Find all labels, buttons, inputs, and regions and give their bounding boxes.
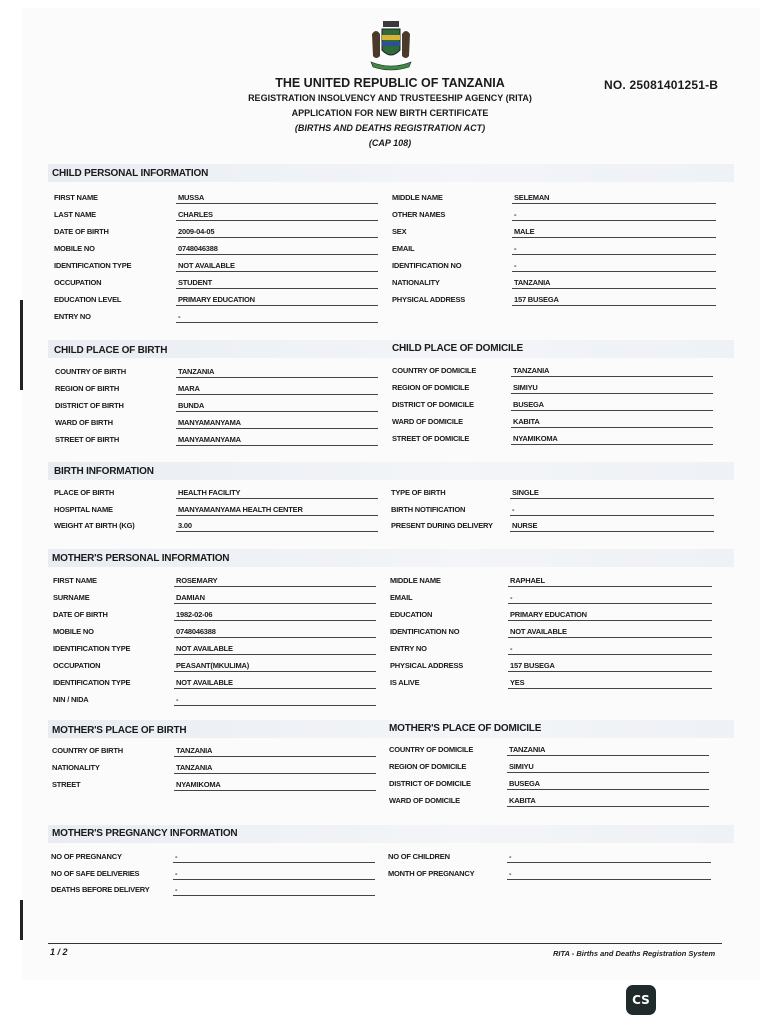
- field-label: DATE OF BIRTH: [53, 610, 108, 619]
- field-underline: [507, 772, 709, 773]
- field-value: -: [509, 852, 512, 861]
- footer-system-note: RITA - Births and Deaths Registration System: [553, 949, 716, 958]
- field-underline: [507, 862, 711, 863]
- field-label: BIRTH NOTIFICATION: [391, 504, 466, 514]
- field-underline: [176, 220, 378, 221]
- field-label: PHYSICAL ADDRESS: [392, 295, 466, 304]
- field-value: -: [510, 593, 513, 602]
- field-label: COUNTRY OF DOMICILE: [389, 745, 474, 754]
- field-underline: [511, 376, 713, 377]
- field-underline: [176, 305, 378, 306]
- field-value: NOT AVAILABLE: [176, 678, 233, 687]
- field-underline: [508, 637, 712, 638]
- field-value: 0748046388: [178, 244, 218, 253]
- field-value: TANZANIA: [176, 746, 213, 755]
- field-label: COUNTRY OF BIRTH: [52, 746, 123, 755]
- field-label: MONTH OF PREGNANCY: [388, 868, 475, 878]
- field-label: PLACE OF BIRTH: [54, 488, 115, 497]
- section-title-pregnancy: MOTHER'S PREGNANCY INFORMATION: [52, 828, 238, 839]
- field-underline: [176, 271, 378, 272]
- field-label: REGION OF DOMICILE: [392, 383, 470, 392]
- field-value: DAMIAN: [176, 593, 205, 602]
- act-title: (BIRTHS AND DEATHS REGISTRATION ACT): [294, 123, 486, 133]
- field-underline: [174, 773, 376, 774]
- field-underline: [174, 756, 376, 757]
- field-label: DISTRICT OF BIRTH: [55, 401, 124, 410]
- field-label: EMAIL: [390, 593, 413, 602]
- field-label: NO OF SAFE DELIVERIES: [51, 868, 140, 878]
- field-underline: [510, 498, 714, 499]
- field-value: PRIMARY EDUCATION: [510, 610, 587, 619]
- field-underline: [176, 531, 378, 532]
- field-value: -: [512, 504, 515, 514]
- field-label: OCCUPATION: [54, 278, 102, 287]
- field-value: -: [514, 244, 517, 253]
- field-underline: [173, 879, 375, 880]
- field-label: FIRST NAME: [54, 193, 98, 202]
- field-value: -: [510, 644, 513, 653]
- section-title-child-domicile: CHILD PLACE OF DOMICILE: [392, 343, 523, 354]
- field-underline: [174, 586, 376, 587]
- field-underline: [512, 271, 716, 272]
- field-label: REGION OF DOMICILE: [389, 762, 467, 771]
- field-label: WARD OF DOMICILE: [392, 417, 463, 426]
- field-underline: [512, 237, 716, 238]
- field-underline: [512, 305, 716, 306]
- field-underline: [508, 654, 712, 655]
- camscanner-badge: CS: [626, 985, 656, 1015]
- field-underline: [508, 688, 712, 689]
- field-value: NOT AVAILABLE: [176, 644, 233, 653]
- field-underline: [511, 427, 713, 428]
- section-title-child-personal: CHILD PERSONAL INFORMATION: [52, 168, 209, 179]
- field-value: TANZANIA: [509, 745, 546, 754]
- field-underline: [174, 654, 376, 655]
- field-underline: [173, 862, 375, 863]
- field-value: NURSE: [512, 521, 538, 530]
- field-value: -: [175, 868, 178, 878]
- field-underline: [507, 755, 709, 756]
- field-underline: [508, 586, 712, 587]
- field-label: WEIGHT AT BIRTH (KG): [54, 521, 135, 530]
- field-underline: [176, 445, 378, 446]
- field-value: NOT AVAILABLE: [178, 261, 235, 270]
- field-label: IDENTIFICATION TYPE: [53, 678, 131, 687]
- field-label: PRESENT DURING DELIVERY: [391, 521, 493, 530]
- field-value: SIMIYU: [513, 383, 538, 392]
- page-number: 1 / 2: [50, 947, 68, 957]
- field-value: SIMIYU: [509, 762, 534, 771]
- field-value: MALE: [514, 227, 535, 236]
- field-label: COUNTRY OF BIRTH: [55, 367, 126, 376]
- field-underline: [512, 288, 716, 289]
- field-value: 3.00: [178, 521, 192, 530]
- field-label: ENTRY NO: [54, 312, 91, 321]
- field-underline: [507, 806, 709, 807]
- field-value: NYAMIKOMA: [513, 434, 558, 443]
- field-value: SINGLE: [512, 488, 539, 497]
- field-value: TANZANIA: [176, 763, 213, 772]
- field-value: 157 BUSEGA: [510, 661, 555, 670]
- field-underline: [174, 637, 376, 638]
- coat-of-arms-emblem: [368, 20, 414, 72]
- field-label: IDENTIFICATION NO: [390, 627, 460, 636]
- field-label: TYPE OF BIRTH: [391, 488, 446, 497]
- field-underline: [176, 203, 378, 204]
- field-underline: [511, 410, 713, 411]
- field-label: EDUCATION LEVEL: [54, 295, 122, 304]
- field-label: REGION OF BIRTH: [55, 384, 120, 393]
- field-value: -: [175, 885, 178, 894]
- field-value: KABITA: [509, 796, 536, 805]
- field-value: PEASANT(MKULIMA): [176, 661, 250, 670]
- field-label: MOBILE NO: [54, 244, 95, 253]
- field-value: PRIMARY EDUCATION: [178, 295, 255, 304]
- field-label: STREET: [52, 780, 81, 789]
- field-value: TANZANIA: [178, 367, 215, 376]
- field-underline: [507, 789, 709, 790]
- field-label: LAST NAME: [54, 210, 96, 219]
- field-label: MOBILE NO: [53, 627, 94, 636]
- field-underline: [176, 428, 378, 429]
- field-value: HEALTH FACILITY: [178, 488, 241, 497]
- field-underline: [176, 237, 378, 238]
- field-underline: [510, 531, 714, 532]
- field-underline: [176, 394, 378, 395]
- field-underline: [176, 411, 378, 412]
- field-label: WARD OF DOMICILE: [389, 796, 460, 805]
- field-value: -: [175, 852, 178, 861]
- field-underline: [176, 377, 378, 378]
- field-label: NATIONALITY: [52, 763, 100, 772]
- field-underline: [176, 288, 378, 289]
- field-label: DISTRICT OF DOMICILE: [389, 779, 471, 788]
- field-label: EDUCATION: [390, 610, 433, 619]
- scan-edge-mark: [20, 300, 23, 390]
- field-value: -: [514, 261, 517, 270]
- field-underline: [174, 620, 376, 621]
- field-underline: [174, 603, 376, 604]
- field-value: BUSEGA: [513, 400, 544, 409]
- field-value: YES: [510, 678, 525, 687]
- field-label: MIDDLE NAME: [392, 193, 443, 202]
- republic-title: THE UNITED REPUBLIC OF TANZANIA: [275, 76, 505, 90]
- field-label: OCCUPATION: [53, 661, 101, 670]
- field-underline: [176, 254, 378, 255]
- field-underline: [174, 688, 376, 689]
- field-value: BUNDA: [178, 401, 205, 410]
- field-label: COUNTRY OF DOMICILE: [392, 366, 477, 375]
- field-label: WARD OF BIRTH: [55, 418, 113, 427]
- field-value: MUSSA: [178, 193, 205, 202]
- field-underline: [507, 879, 711, 880]
- field-underline: [176, 515, 378, 516]
- field-underline: [176, 322, 378, 323]
- field-label: DATE OF BIRTH: [54, 227, 109, 236]
- field-value: TANZANIA: [514, 278, 551, 287]
- field-label: FIRST NAME: [53, 576, 97, 585]
- field-underline: [508, 620, 712, 621]
- field-label: IS ALIVE: [390, 678, 420, 687]
- field-underline: [508, 603, 712, 604]
- form-title: APPLICATION FOR NEW BIRTH CERTIFICATE: [291, 108, 489, 118]
- field-value: 157 BUSEGA: [514, 295, 559, 304]
- field-value: BUSEGA: [509, 779, 540, 788]
- field-underline: [512, 203, 716, 204]
- field-underline: [176, 498, 378, 499]
- field-label: PHYSICAL ADDRESS: [390, 661, 464, 670]
- field-label: DEATHS BEFORE DELIVERY: [51, 885, 150, 894]
- field-value: SELEMAN: [514, 193, 550, 202]
- field-value: -: [514, 210, 517, 219]
- field-underline: [512, 254, 716, 255]
- field-value: MANYAMANYAMA: [178, 435, 241, 444]
- field-value: NOT AVAILABLE: [510, 627, 567, 636]
- field-label: IDENTIFICATION TYPE: [53, 644, 131, 653]
- section-title-child-birth-place: CHILD PLACE OF BIRTH: [54, 345, 168, 356]
- field-value: 2009-04-05: [178, 227, 215, 236]
- field-value: -: [176, 695, 179, 704]
- field-label: EMAIL: [392, 244, 415, 253]
- field-value: KABITA: [513, 417, 540, 426]
- field-label: SEX: [392, 227, 407, 236]
- field-underline: [508, 671, 712, 672]
- field-value: CHARLES: [178, 210, 213, 219]
- field-label: IDENTIFICATION NO: [392, 261, 462, 270]
- certificate-number: NO. 25081401251-B: [604, 78, 719, 92]
- field-value: 0748046388: [176, 627, 216, 636]
- field-label: ENTRY NO: [390, 644, 427, 653]
- field-underline: [173, 895, 375, 896]
- field-value: -: [178, 312, 181, 321]
- field-value: -: [509, 868, 512, 878]
- field-value: NYAMIKOMA: [176, 780, 221, 789]
- field-label: NO OF PREGNANCY: [51, 852, 122, 861]
- agency-title: REGISTRATION INSOLVENCY AND TRUSTEESHIP AGENCY (RITA): [248, 93, 532, 103]
- cap-title: (CAP 108): [368, 138, 412, 148]
- field-label: STREET OF DOMICILE: [392, 434, 470, 443]
- section-title-mother-personal: MOTHER'S PERSONAL INFORMATION: [52, 553, 230, 564]
- field-underline: [174, 790, 376, 791]
- field-label: NIN / NIDA: [53, 695, 89, 704]
- footer-rule: [48, 943, 722, 944]
- field-label: SURNAME: [53, 593, 90, 602]
- document-header: [180, 76, 600, 151]
- field-value: RAPHAEL: [510, 576, 545, 585]
- field-value: MANYAMANYAMA HEALTH CENTER: [178, 504, 303, 514]
- section-title-birth-info: BIRTH INFORMATION: [54, 466, 154, 477]
- field-label: NATIONALITY: [392, 278, 440, 287]
- field-value: MARA: [178, 384, 200, 393]
- field-value: MANYAMANYAMA: [178, 418, 241, 427]
- field-value: TANZANIA: [513, 366, 550, 375]
- field-label: STREET OF BIRTH: [55, 435, 120, 444]
- section-title-mother-domicile: MOTHER'S PLACE OF DOMICILE: [389, 723, 542, 734]
- field-value: ROSEMARY: [176, 576, 218, 585]
- field-underline: [510, 515, 714, 516]
- field-underline: [174, 705, 376, 706]
- field-value: STUDENT: [178, 278, 213, 287]
- field-label: MIDDLE NAME: [390, 576, 441, 585]
- scan-edge-mark: [20, 900, 23, 940]
- field-underline: [512, 220, 716, 221]
- section-title-mother-birth-place: MOTHER'S PLACE OF BIRTH: [52, 725, 187, 736]
- field-underline: [174, 671, 376, 672]
- field-underline: [511, 393, 713, 394]
- field-label: OTHER NAMES: [392, 210, 446, 219]
- field-value: 1982-02-06: [176, 610, 213, 619]
- field-label: HOSPITAL NAME: [54, 504, 113, 514]
- field-label: NO OF CHILDREN: [388, 852, 450, 861]
- field-label: IDENTIFICATION TYPE: [54, 261, 132, 270]
- field-label: DISTRICT OF DOMICILE: [392, 400, 474, 409]
- field-underline: [511, 444, 713, 445]
